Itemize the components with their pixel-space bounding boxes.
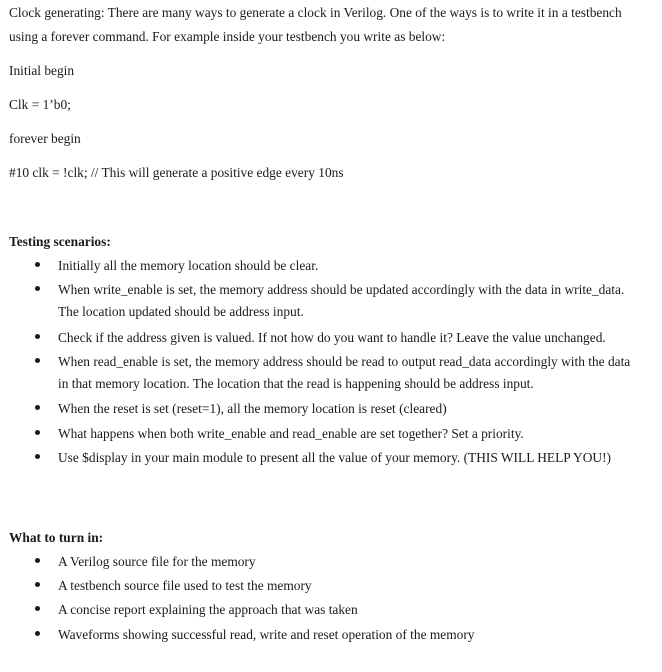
list-item: Use $display in your main module to present all the value of your memory. (THIS WILL HELP YOU!) (58, 450, 611, 465)
bullet-icon (35, 454, 40, 459)
list-item: A concise report explaining the approach that was taken (58, 602, 358, 617)
list-item: Waveforms showing successful read, write and reset operation of the memory (58, 627, 475, 642)
bullet-icon (35, 582, 40, 587)
list-item-continuation: The location updated should be address input. (58, 304, 304, 319)
bullet-icon (35, 606, 40, 611)
intro-line-2: using a forever command. For example inside your testbench you write as below: (9, 29, 446, 44)
list-item: When read_enable is set, the memory address should be read to output read_data accordingly with the data (58, 354, 631, 369)
bullet-icon (35, 334, 40, 339)
bullet-icon (35, 405, 40, 410)
bullet-icon (35, 358, 40, 363)
intro-line-1: Clock generating: There are many ways to generate a clock in Verilog. One of the ways is to write it in a testbench (9, 5, 622, 20)
list-item: When the reset is set (reset=1), all the memory location is reset (cleared) (58, 401, 447, 416)
bullet-icon (35, 558, 40, 563)
code-line-2: Clk = 1’b0; (9, 97, 71, 112)
turnin-heading: What to turn in: (9, 530, 104, 545)
list-item: Initially all the memory location should be clear. (58, 258, 319, 273)
testing-heading: Testing scenarios: (9, 234, 111, 249)
code-line-1: Initial begin (9, 63, 75, 78)
bullet-icon (35, 262, 40, 267)
code-line-4: #10 clk = !clk; // This will generate a positive edge every 10ns (9, 165, 344, 180)
bullet-icon (35, 430, 40, 435)
list-item: Check if the address given is valued. If not how do you want to handle it? Leave the value unchanged. (58, 330, 606, 345)
bullet-icon (35, 631, 40, 636)
list-item: A testbench source file used to test the memory (58, 578, 312, 593)
list-item-continuation: in that memory location. The location that the read is happening should be address input. (58, 376, 534, 391)
list-item: When write_enable is set, the memory address should be updated accordingly with the data in write_data. (58, 282, 625, 297)
code-line-3: forever begin (9, 131, 81, 146)
list-item: A Verilog source file for the memory (58, 554, 256, 569)
list-item: What happens when both write_enable and read_enable are set together? Set a priority. (58, 426, 524, 441)
bullet-icon (35, 286, 40, 291)
